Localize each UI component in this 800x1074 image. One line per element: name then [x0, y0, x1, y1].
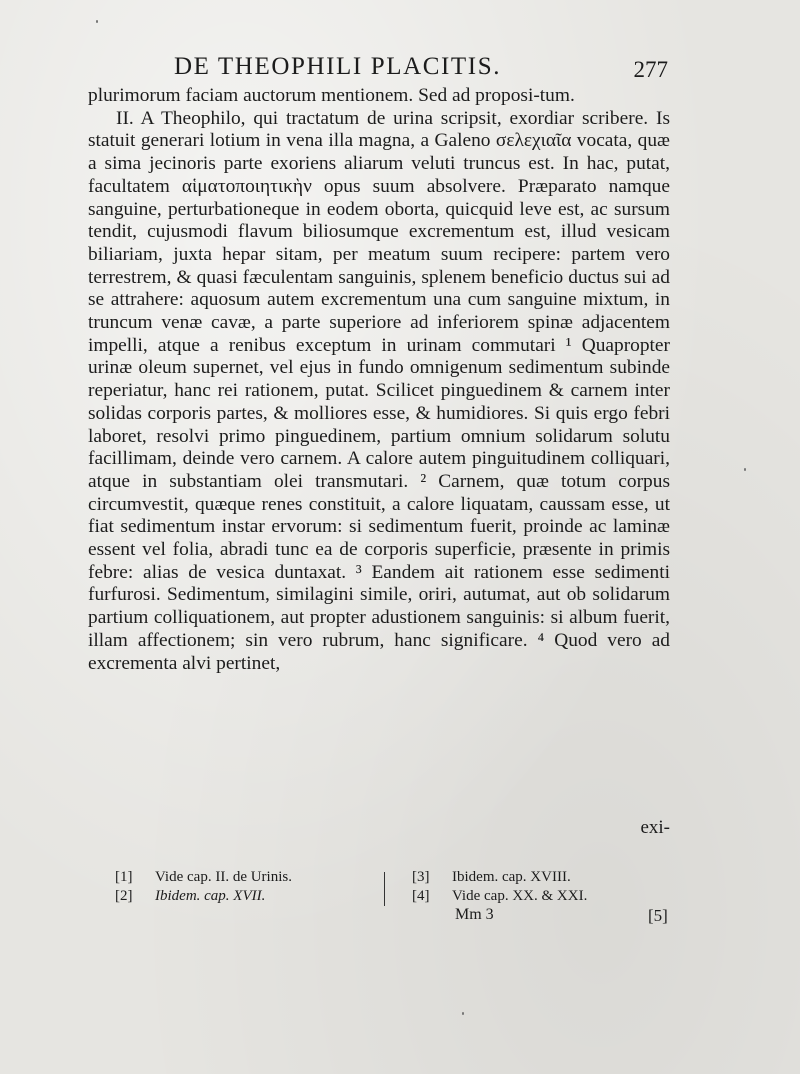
footnote-1-text: Vide cap. II. de Urinis.: [155, 869, 292, 885]
footnotes-right-column: [412, 868, 612, 906]
signature-mark: Mm 3: [455, 906, 494, 923]
footnote-1-number: [1]: [115, 869, 133, 885]
next-footnote-marker: [5]: [648, 906, 668, 925]
footnote-3-text: Ibidem. cap. XVIII.: [452, 869, 571, 885]
footnote-2: [115, 887, 375, 906]
running-title: DE THEOPHILI PLACITIS.: [174, 53, 502, 80]
catchword: exi-: [640, 817, 670, 838]
paper-speck: [744, 468, 746, 471]
paragraph-intro: plurimorum faciam auctorum mentionem. Sed ad proposi-tum.: [88, 85, 575, 106]
footnote-3: [412, 868, 612, 887]
paper-speck: [96, 20, 98, 23]
paper-speck: [462, 1012, 464, 1015]
footnote-1: [115, 868, 375, 887]
footnote-4-number: [4]: [412, 888, 430, 904]
footnote-3-number: [3]: [412, 869, 430, 885]
footnotes-left-column: [115, 868, 375, 906]
footnote-divider: [384, 872, 385, 906]
footnote-2-number: [2]: [115, 888, 133, 904]
footnote-2-text: Ibidem. cap. XVII.: [155, 888, 266, 904]
paragraph-theophilus: II. A Theophilo, qui tractatum de urina scripsit, exordiar scribere. Is statuit generari lotium in vena illa magna, a Galeno σελεχιαῖα vocata, quæ a sima jecinoris parte exoriens aliarum veluti truncus est. In hac, putat, facultatem αἱματοποιητικὴν opus suum absolvere. Præparato namque sanguine, perturbationeque in eodem oborta, quicquid leve est, ac sursum tendit, cujusmodi flavum biliosumque excrementum est, illud vesicam biliariam, juxta hepar sitam, per meatum suum recipere: partem vero terrestrem, & quasi fæculentam sanguinis, splenem beneficio ductus sui ad se attrahere: aquosum autem excrementum una cum sanguine mixtum, in truncum venæ cavæ, a parte superiore ad inferiorem spinæ adjacentem impelli, atque a renibus exceptum in urinam commutari ¹ Quapropter urinæ oleum supernet, vel ejus in fundo omnigenum sedimentum subinde reperiatur, hanc rei rationem, putat. Scilicet pinguedinem & carnem inter solidas corporis partes, & molliores esse, & humidiores. Si quis ergo febri laboret, resolvi primo pinguedinem, partium omnium solidarum solutu facillimam, deinde vero carnem. A calore autem pinguitudinem colliquari, atque in substantiam olei transmutari. ² Carnem, quæ totum corpus circumvestit, quæque renes constituit, a calore liquatam, caussam esse, ut fiat sedimentum instar ervorum: si sedimentum fuerit, proinde ac laminæ essent vel folia, abradi tunc ea de corporis superficie, præsente in primis febre: alias de vesica duntaxat. ³ Eandem ait rationem esse sedimenti furfurosi. Sedimentum, similagini simile, oriri, autumat, aut ob solidarum partium colliquationem, aut propter adustionem sanguinis: si album fuerit, illam affectionem; sin vero rubrum, hanc significare. ⁴ Quod vero ad excrementa alvi pertinet,: [88, 107, 670, 674]
running-header: [88, 50, 668, 86]
footnote-4: [412, 887, 612, 906]
footnote-4-text: Vide cap. XX. & XXI.: [452, 888, 588, 904]
page-number: 277: [633, 57, 668, 82]
main-text: [88, 85, 670, 675]
